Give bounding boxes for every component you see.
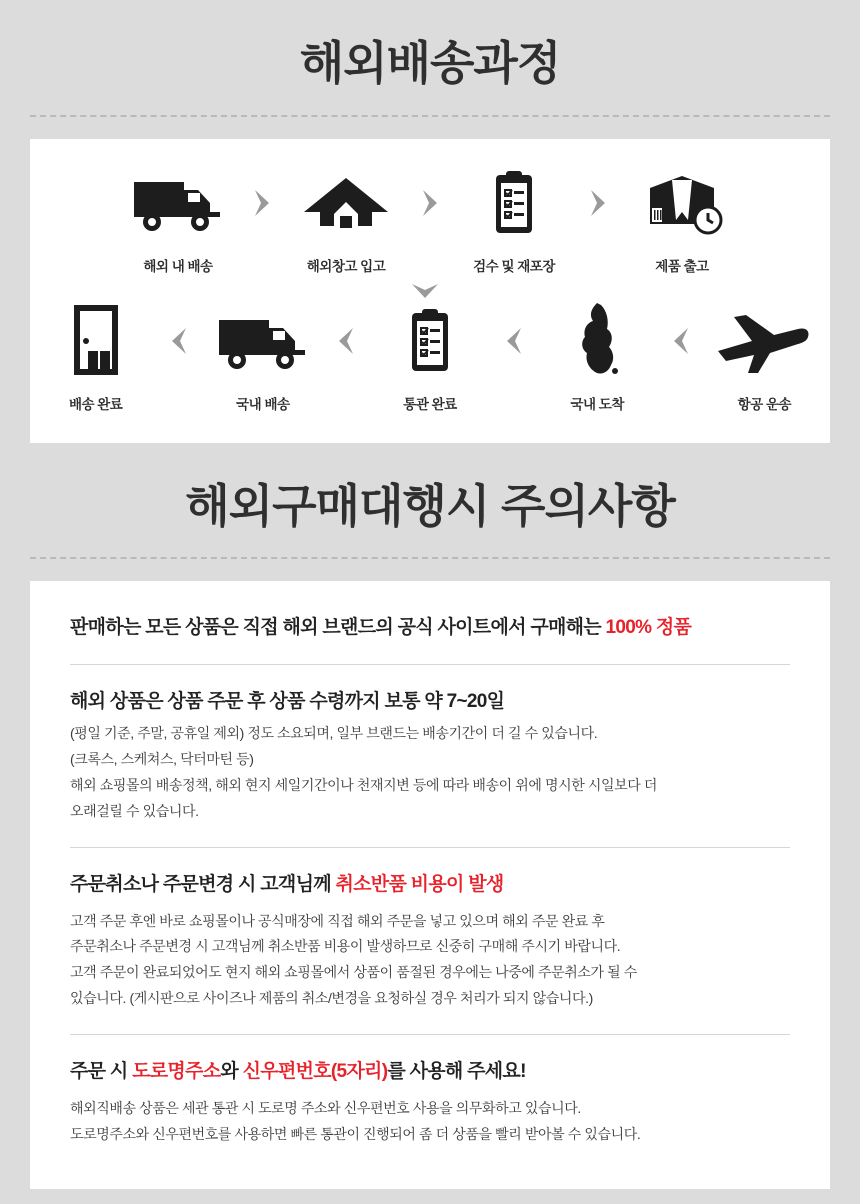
notice-heading-text: 와 (220, 1061, 243, 1083)
notice-body-line: 도로명주소와 신우편번호를 사용하면 빠른 통관이 진행되어 좀 더 상품을 빨리 받아볼 수 있습니다. (70, 1125, 641, 1142)
notice-heading-highlight: 100% 정품 (605, 617, 692, 639)
notice-body-line: 고객 주문 후엔 바로 쇼핑몰이나 공식매장에 직접 해외 주문을 넣고 있으며 해외 주문 완료 후 (70, 912, 605, 929)
flow-step-label: 검수 및 재포장 (473, 258, 555, 274)
notice-item (70, 615, 790, 642)
clipboard-check-icon (364, 303, 495, 379)
notice-body (70, 909, 790, 1013)
notice-body-line: 해외직배송 상품은 세관 통관 시 도로명 주소와 신우편번호 사용을 의무화하고 있습니다. (70, 1099, 581, 1116)
flow-step-air-transport (699, 303, 830, 413)
notice-panel (30, 581, 830, 1189)
flow-step-label: 해외창고 입고 (306, 258, 386, 274)
door-delivery-icon (30, 303, 161, 379)
chevron-down-icon (359, 281, 491, 301)
flow-step-warehouse-in (280, 165, 412, 275)
notice-item (70, 664, 790, 825)
flow-step-product-shipped (616, 165, 748, 275)
flow-step-domestic-delivery (197, 303, 328, 413)
notice-heading (70, 615, 790, 642)
truck-icon (112, 165, 244, 241)
chevron-left-icon (496, 303, 532, 379)
notice-heading-text: 주문 시 (70, 1061, 133, 1083)
notice-heading (70, 872, 790, 899)
flow-step-overseas-delivery (112, 165, 244, 275)
notice-title-block (0, 443, 860, 560)
notice-body-line: (크록스, 스케쳐스, 닥터마틴 등) (70, 751, 254, 768)
notice-body (70, 1096, 790, 1148)
truck-icon (197, 303, 328, 379)
flow-step-customs-complete (364, 303, 495, 413)
chevron-left-icon (663, 303, 699, 379)
flow-step-arrived-korea (532, 303, 663, 413)
notice-body-line: 해외 쇼핑몰의 배송정책, 해외 현지 세일기간이나 천재지변 등에 따라 배송이 위에 명시한 시일보다 더 (70, 777, 657, 794)
flow-step-label: 제품 출고 (655, 258, 709, 274)
notice-heading-highlight: 신우편번호(5자리) (242, 1061, 388, 1083)
notice-heading-text: 를 사용해 주세요! (387, 1061, 526, 1083)
notice-heading-highlight: 취소반품 비용이 발생 (335, 873, 504, 895)
airplane-icon (699, 303, 830, 379)
title-divider-top (30, 115, 830, 117)
notice-heading-text: 판매하는 모든 상품은 직접 해외 브랜드의 공식 사이트에서 구매해는 (70, 617, 606, 639)
notice-body-line: (평일 기준, 주말, 공휴일 제외) 정도 소요되며, 일부 브랜드는 배송기간이 더 길 수 있습니다. (70, 725, 598, 742)
chevron-right-icon (580, 165, 616, 241)
flow-step-label: 통관 완료 (403, 396, 457, 412)
shipping-title-block (0, 0, 860, 117)
korea-map-icon (532, 303, 663, 379)
chevron-right-icon (412, 165, 448, 241)
clipboard-check-icon (448, 165, 580, 241)
flow-step-label: 항공 운송 (737, 396, 792, 412)
chevron-left-icon (161, 303, 197, 379)
shipping-flow-panel (30, 139, 830, 443)
notice-heading-text: 주문취소나 주문변경 시 고객님께 (70, 873, 336, 895)
flow-step-label: 배송 완료 (68, 396, 123, 412)
shipping-flow-row-2 (30, 303, 830, 413)
chevron-left-icon (329, 303, 365, 379)
chevron-right-icon (244, 165, 280, 241)
title-divider-bottom (30, 557, 830, 559)
page-title-shipping: 해외배송과정 (299, 37, 561, 89)
flow-step-label: 국내 도착 (570, 396, 624, 412)
notice-body (70, 721, 790, 825)
flow-step-label: 국내 배송 (236, 396, 290, 412)
notice-item (70, 847, 790, 1012)
notice-body-line: 있습니다. (게시판으로 사이즈나 제품의 취소/변경을 요청하실 경우 처리가 되지 않습니다.) (70, 990, 593, 1007)
notice-body-line: 주문취소나 주문변경 시 고객님께 취소반품 비용이 발생하므로 신중히 구매해 주시기 바랍니다. (70, 938, 621, 955)
notice-item (70, 1034, 790, 1147)
shipping-flow-row-1 (30, 165, 830, 275)
notice-heading (70, 689, 790, 716)
flow-step-label: 해외 내 배송 (143, 258, 213, 274)
warehouse-home-icon (280, 165, 412, 241)
flow-down-arrow-row (30, 281, 830, 301)
page-title-notice: 해외구매대행시 주의사항 (185, 479, 675, 532)
notice-body-line: 오래걸릴 수 있습니다. (70, 803, 199, 820)
flow-step-inspection-repack (448, 165, 580, 275)
notice-heading-highlight: 도로명주소 (132, 1061, 221, 1083)
package-box-icon (616, 165, 748, 241)
flow-step-delivery-complete (30, 303, 161, 413)
notice-body-line: 고객 주문이 완료되었어도 현지 해외 쇼핑몰에서 상품이 품절된 경우에는 나중에 주문취소가 될 수 (70, 964, 637, 981)
notice-heading (70, 1059, 790, 1086)
notice-heading-text: 해외 상품은 상품 주문 후 상품 수령까지 보통 약 7~20일 (70, 690, 505, 712)
